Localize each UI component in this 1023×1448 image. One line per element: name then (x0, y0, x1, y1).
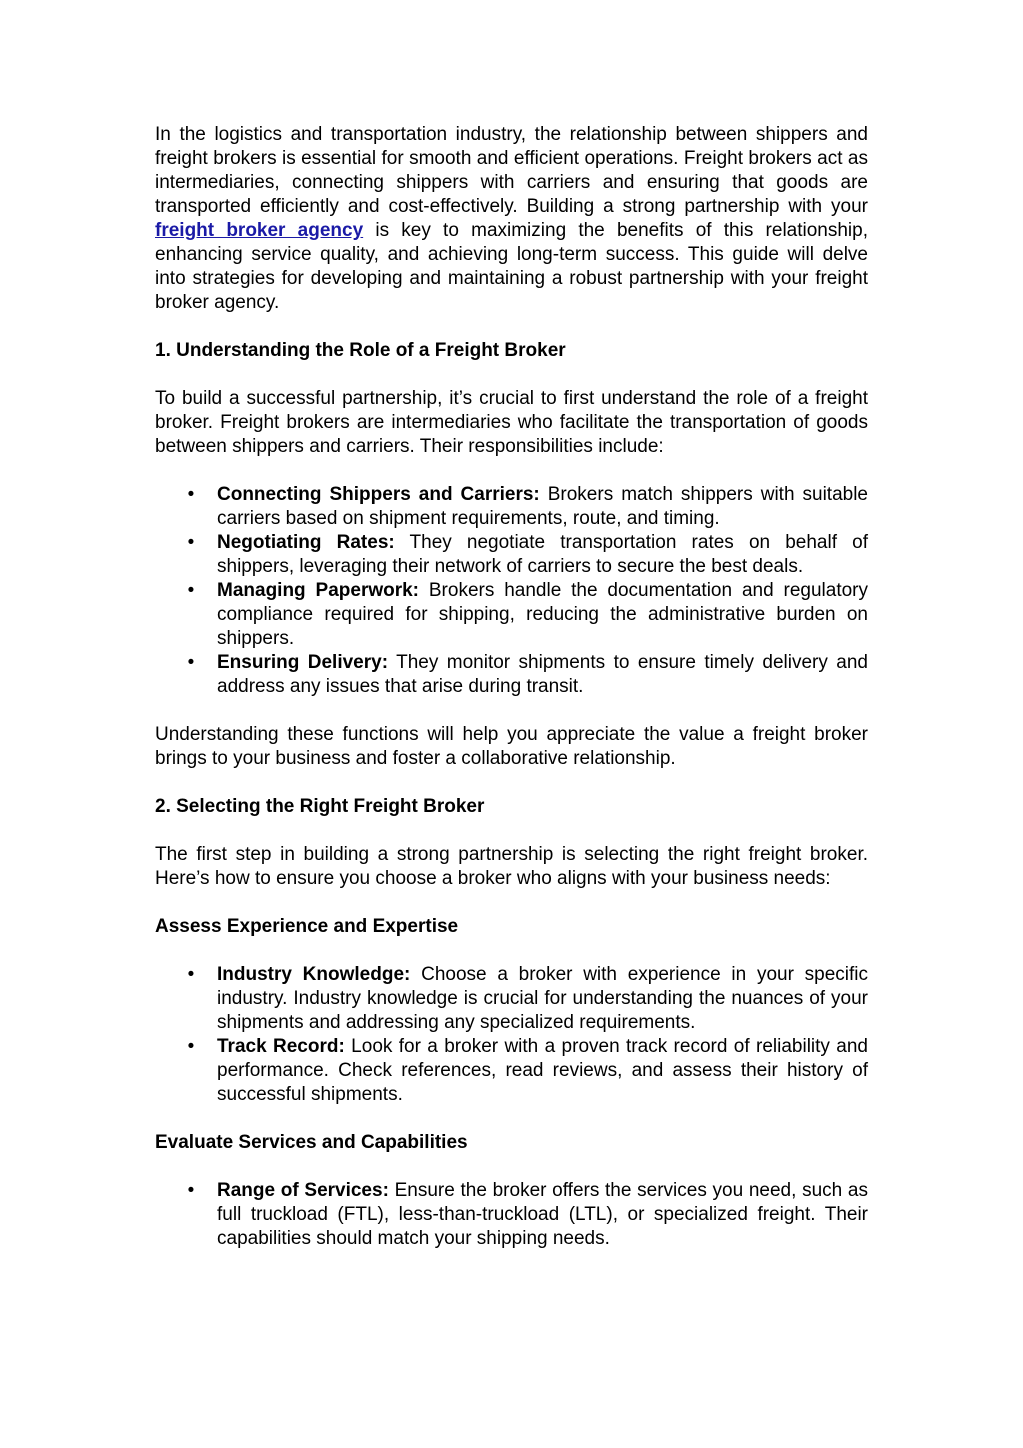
list-item (155, 483, 868, 531)
bullet-icon: • (187, 1180, 195, 1201)
list-item-lead: Ensuring Delivery: (217, 652, 389, 673)
list-item (155, 531, 868, 579)
list-item (155, 579, 868, 651)
list-item (155, 1179, 868, 1251)
section-2-heading: 2. Selecting the Right Freight Broker (155, 796, 485, 817)
list-item-text: They negotiate transportation rates on behalf of shippers, leveraging their network of carriers to secure the best deals. (217, 532, 868, 577)
responsibilities-list (155, 483, 868, 699)
services-list (155, 1179, 868, 1251)
intro-text-after-link: is key to maximizing the benefits of this relationship, enhancing service quality, and achieving long-term success. This guide will delve into strategies for developing and maintaining a robust partnership with your freight broker agency. (155, 220, 868, 313)
list-item-lead: Range of Services: (217, 1180, 389, 1201)
list-item-text: They monitor shipments to ensure timely delivery and address any issues that arise during transit. (217, 652, 868, 697)
bullet-icon: • (187, 1036, 195, 1057)
experience-list (155, 963, 868, 1107)
bullet-icon: • (187, 532, 195, 553)
subheading-services: Evaluate Services and Capabilities (155, 1132, 468, 1153)
document-page (155, 123, 868, 1275)
section-2-intro: The first step in building a strong partnership is selecting the right freight broker. Here’s how to ensure you choose a broker who aligns with your business needs: (155, 844, 868, 889)
bullet-icon: • (187, 652, 195, 673)
list-item-lead: Connecting Shippers and Carriers: (217, 484, 540, 505)
list-item-text: Ensure the broker offers the services you need, such as full truckload (FTL), less-than-truckload (LTL), or specialized freight. Their capabilities should match your shipping needs. (217, 1180, 868, 1249)
intro-paragraph (155, 123, 868, 315)
intro-text-before-link: In the logistics and transportation industry, the relationship between shippers and freight brokers is essential for smooth and efficient operations. Freight brokers act as intermediaries, connecting shippers with carriers and ensuring that goods are transported efficiently and cost-effectively. Building a strong partnership with your (155, 124, 868, 217)
subheading-experience: Assess Experience and Expertise (155, 916, 459, 937)
list-item (155, 963, 868, 1035)
bullet-icon: • (187, 580, 195, 601)
list-item-lead: Industry Knowledge: (217, 964, 411, 985)
list-item-lead: Managing Paperwork: (217, 580, 420, 601)
freight-broker-agency-link[interactable]: freight broker agency (155, 220, 364, 241)
list-item-text: Choose a broker with experience in your specific industry. Industry knowledge is crucial for understanding the nuances of your shipments and addressing any specialized requirements. (217, 964, 868, 1033)
section-1-heading: 1. Understanding the Role of a Freight Broker (155, 340, 566, 361)
list-item-text: Brokers handle the documentation and regulatory compliance required for shipping, reducing the administrative burden on shippers. (217, 580, 868, 649)
section-1-outro: Understanding these functions will help you appreciate the value a freight broker brings to your business and foster a collaborative relationship. (155, 724, 868, 769)
list-item-text: Look for a broker with a proven track record of reliability and performance. Check references, read reviews, and assess their history of successful shipments. (217, 1036, 868, 1105)
list-item-lead: Negotiating Rates: (217, 532, 395, 553)
list-item-lead: Track Record: (217, 1036, 345, 1057)
list-item (155, 651, 868, 699)
section-1-intro: To build a successful partnership, it’s crucial to first understand the role of a freight broker. Freight brokers are intermediaries who facilitate the transportation of goods between shippers and carriers. Their responsibilities include: (155, 388, 868, 457)
list-item-text: Brokers match shippers with suitable carriers based on shipment requirements, route, and timing. (217, 484, 868, 529)
bullet-icon: • (187, 484, 195, 505)
bullet-icon: • (187, 964, 195, 985)
list-item (155, 1035, 868, 1107)
